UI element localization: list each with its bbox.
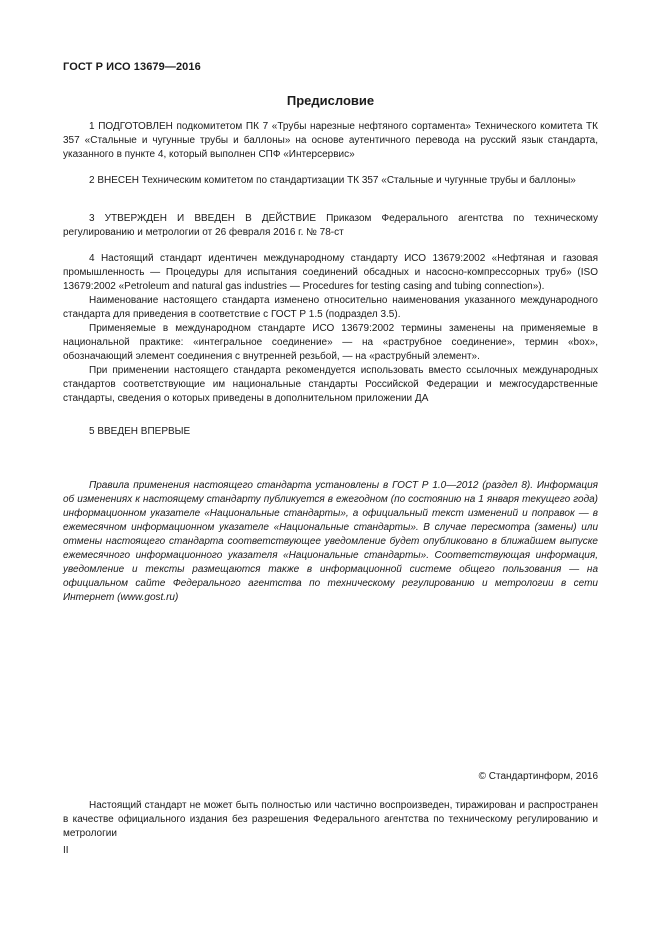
legal-notice <box>63 799 598 841</box>
paragraph-4-references-note: При применении настоящего стандарта рекомендуется использовать вместо ссылочных международных стандартов соответствующие им национальные стандарты Российской Федерации и межгосударственные стандарты, сведения о которых приведены в дополнительном приложении ДА <box>63 365 598 404</box>
usage-notice <box>63 479 598 605</box>
legal-notice-text: Настоящий стандарт не может быть полностью или частично воспроизведен, тиражирован и распространен в качестве официального издания без разрешения Федерального агентства по техническому регулированию и метрологии <box>63 800 598 839</box>
usage-notice-text: Правила применения настоящего стандарта установлены в ГОСТ Р 1.0—2012 (раздел 8). Информация об изменениях к настоящему стандарту публикуется в ежегодном (по состоянию на 1 января текущего года) информационном указателе «Национальные стандарты», а официальный текст изменений и поправок — в ежемесячном информационном указателе «Национальные стандарты». В случае пересмотра (замены) или отмены настоящего стандарта соответствующее уведомление будет опубликовано в ближайшем выпуске ежемесячного информационного указателя «Национальные стандарты». Соответствующая информация, уведомление и тексты размещаются также в информационной системе общего пользования — на официальном сайте Федерального агентства по техническому регулированию и метрологии в сети Интернет (www.gost.ru) <box>63 480 598 603</box>
paragraph-4-name-note: Наименование настоящего стандарта изменено относительно наименования указанного международного стандарта для приведения в соответствие с ГОСТ Р 1.5 (подраздел 3.5). <box>63 295 598 320</box>
document-id-header: ГОСТ Р ИСО 13679—2016 <box>63 61 201 73</box>
paragraph-4-terms-note: Применяемые в международном стандарте ИСО 13679:2002 термины заменены на применяемые в национальной практике: «интегральное соединение» — на «раструбное соединение», термин «box», обозначающий элемент соединения с внутренней резьбой, — на «раструбный элемент». <box>63 323 598 362</box>
page-number: II <box>63 845 69 856</box>
paragraph-4 <box>63 252 598 406</box>
paragraph-1-text: 1 ПОДГОТОВЛЕН подкомитетом ПК 7 «Трубы нарезные нефтяного сортамента» Технического комитета ТК 357 «Стальные и чугунные трубы и баллоны» на основе аутентичного перевода на русский язык стандарта, указанного в пункте 4, который выполнен СПФ «Интерсервис» <box>63 121 598 160</box>
copyright: © Стандартинформ, 2016 <box>478 771 598 782</box>
paragraph-2-text: 2 ВНЕСЕН Техническим комитетом по стандартизации ТК 357 «Стальные и чугунные трубы и баллоны» <box>89 175 576 186</box>
paragraph-5 <box>63 425 598 439</box>
paragraph-2 <box>63 174 598 188</box>
paragraph-4-text: 4 Настоящий стандарт идентичен международному стандарту ИСО 13679:2002 «Нефтяная и газовая промышленность — Процедуры для испытания соединений обсадных и насосно-компрессорных труб» (ISO 13679:2002 «Petroleum and natural gas industries — Procedures for testing casing and tubing connection»). <box>63 253 598 292</box>
paragraph-3 <box>63 212 598 240</box>
paragraph-3-text: 3 УТВЕРЖДЕН И ВВЕДЕН В ДЕЙСТВИЕ Приказом Федерального агентства по техническому регулированию и метрологии от 26 февраля 2016 г. № 78-ст <box>63 213 598 238</box>
paragraph-5-text: 5 ВВЕДЕН ВПЕРВЫЕ <box>89 426 191 437</box>
page-title: Предисловие <box>286 93 375 108</box>
paragraph-1 <box>63 120 598 162</box>
